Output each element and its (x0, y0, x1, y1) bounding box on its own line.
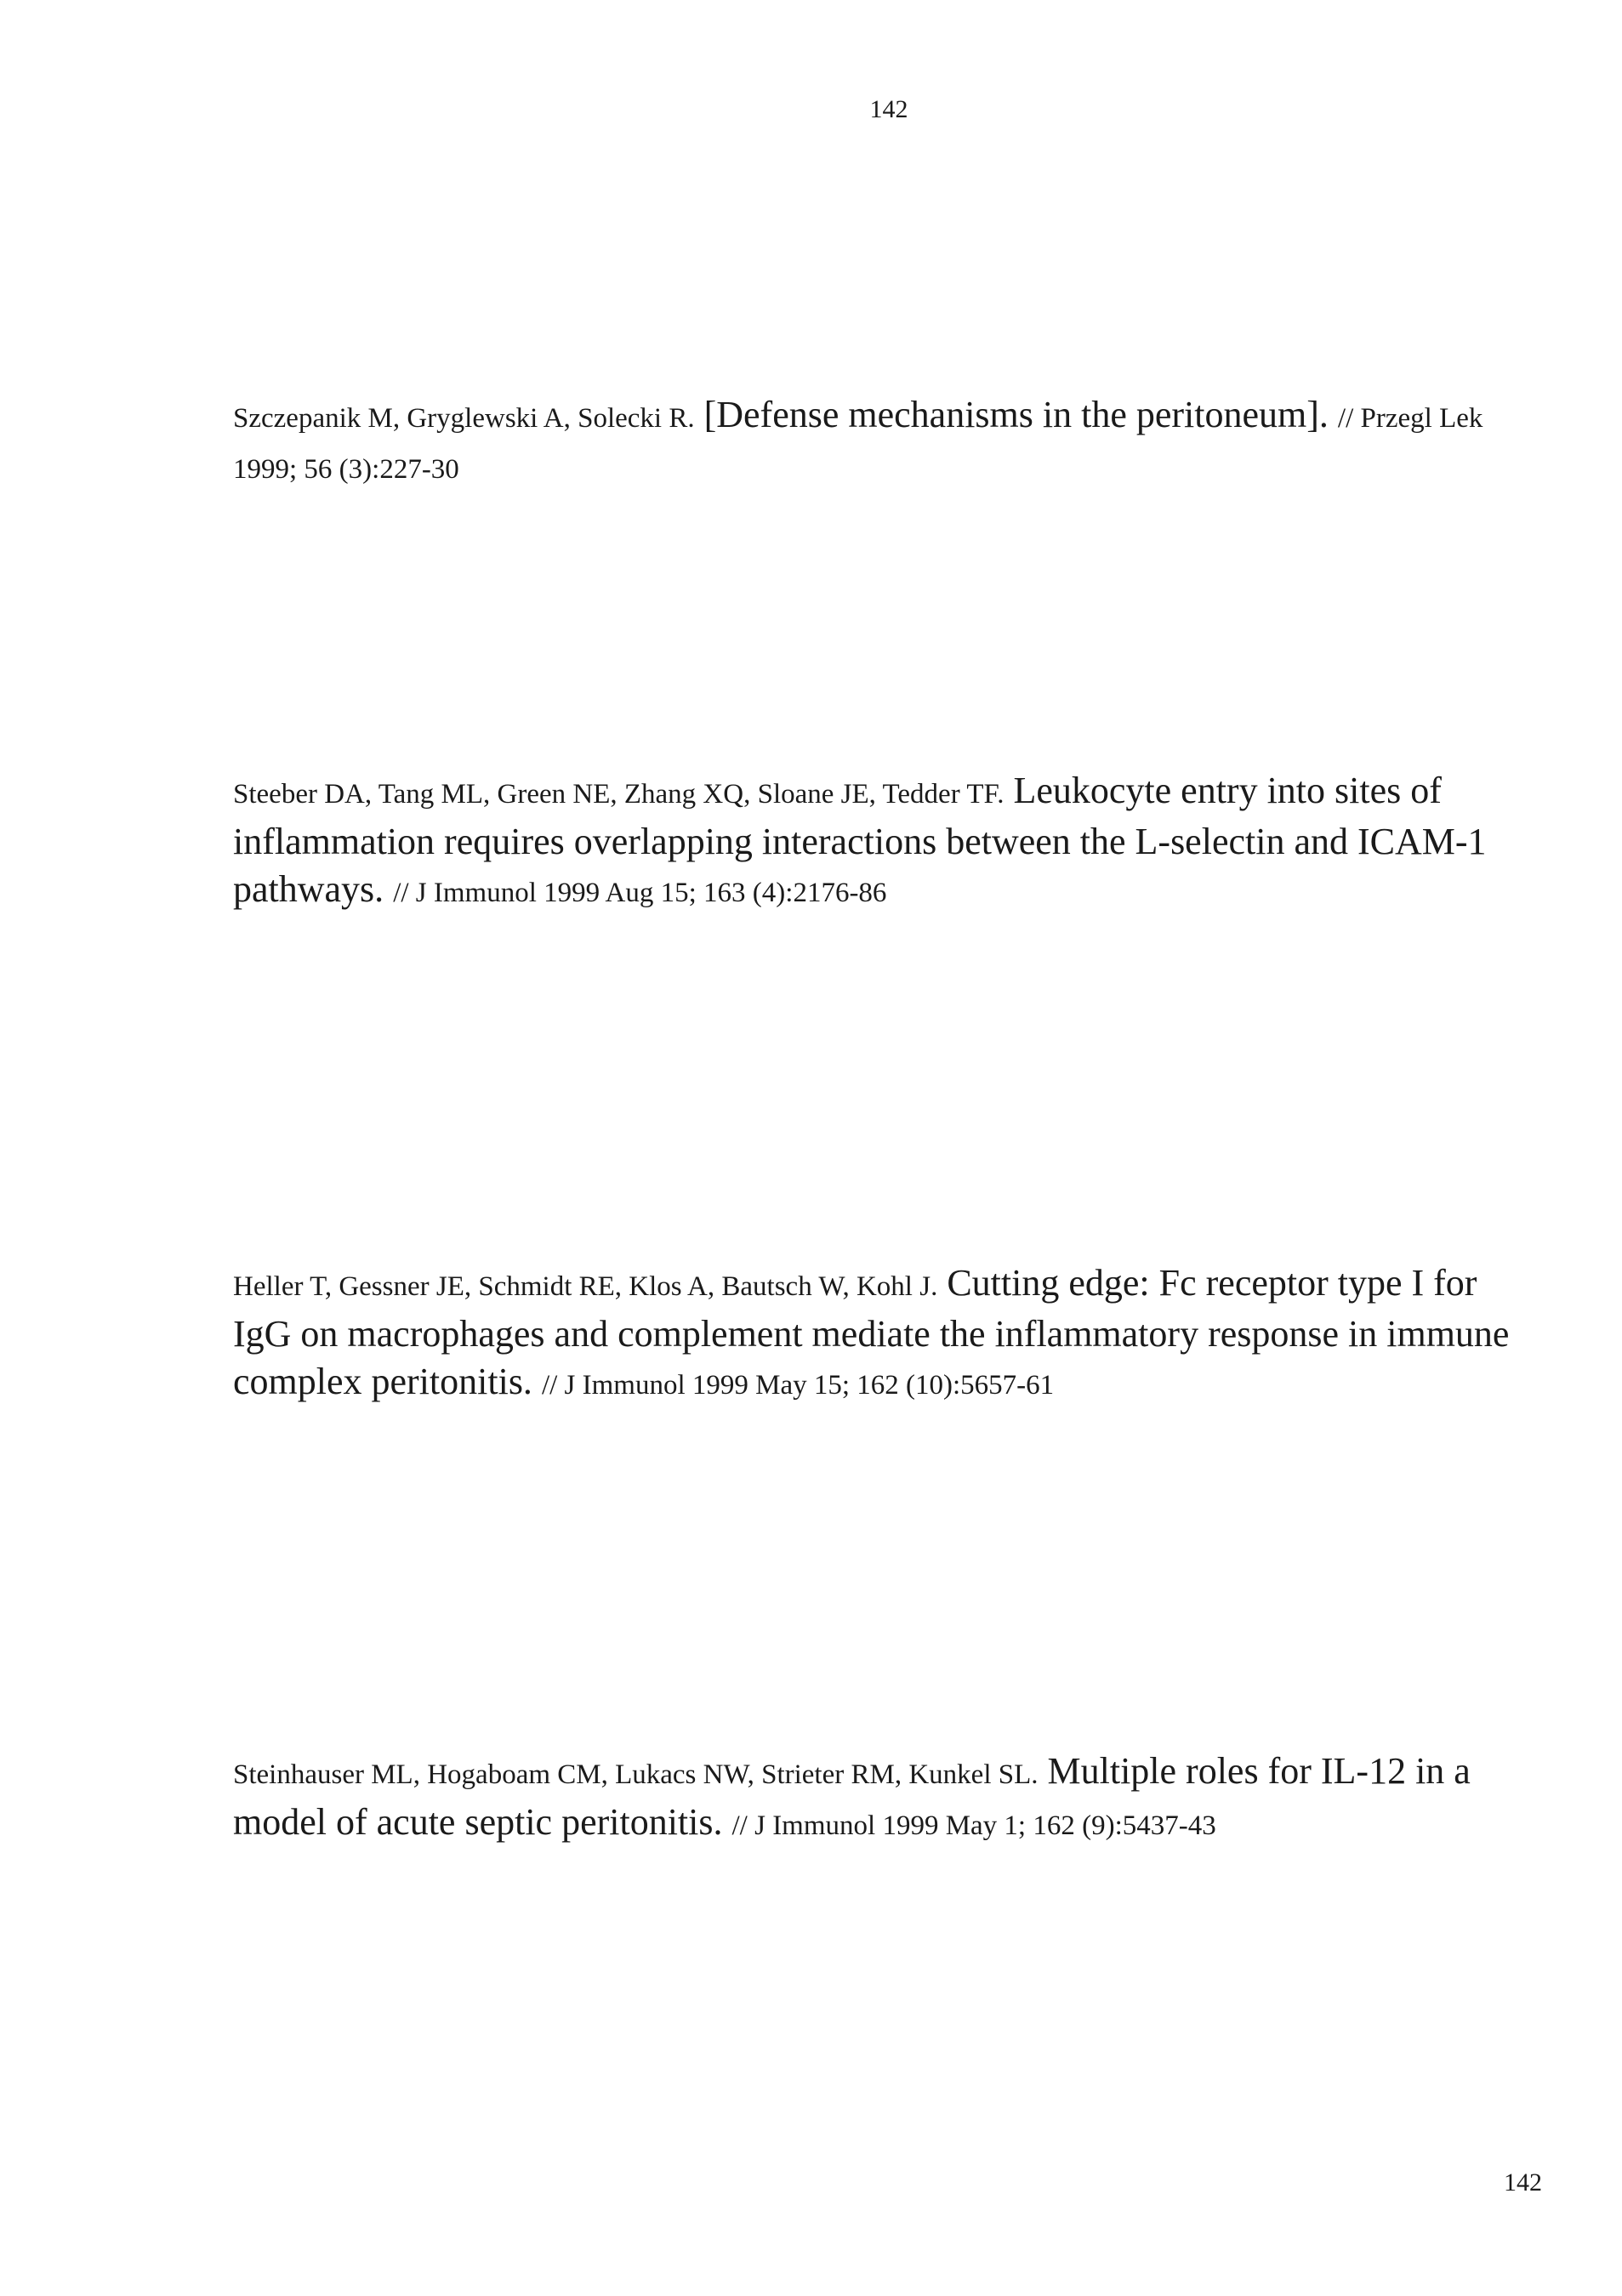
reference-citation: // J Immunol 1999 May 1; 162 (9):5437-43 (731, 1810, 1216, 1841)
reference-item (233, 1259, 1543, 1409)
reference-item (233, 391, 1543, 493)
reference-authors: Steeber DA, Tang ML, Green NE, Zhang XQ, Sloane JE, Tedder TF. (233, 779, 1005, 810)
reference-title: Cutting edge: Fc receptor type I for IgG on macrophages and complement mediate the inflammatory response in immune complex peritonitis. (233, 1262, 1510, 1402)
reference-item (233, 767, 1543, 917)
reference-title: [Defense mechanisms in the peritoneum]. (703, 394, 1329, 435)
reference-citation: // J Immunol 1999 May 15; 162 (10):5657-61 (541, 1370, 1055, 1401)
reference-citation: // J Immunol 1999 Aug 15; 163 (4):2176-86 (393, 878, 887, 908)
reference-title: Multiple roles for IL-12 in a model of acute septic peritonitis. (233, 1750, 1471, 1843)
reference-item (233, 1748, 1543, 1850)
reference-title: Leukocyte entry into sites of inflammation requires overlapping interactions between the L-selectin and ICAM-1 pathways. (233, 770, 1487, 910)
reference-authors: Heller T, Gessner JE, Schmidt RE, Klos A, Bautsch W, Kohl J. (233, 1271, 938, 1302)
page-number-bottom: 142 (1504, 2168, 1542, 2197)
reference-citation: // Przegl Lek 1999; 56 (3):227-30 (233, 403, 1483, 485)
reference-authors: Szczepanik M, Gryglewski A, Solecki R. (233, 403, 695, 434)
page-number-top: 142 (869, 95, 908, 123)
reference-authors: Steinhauser ML, Hogaboam CM, Lukacs NW, Strieter RM, Kunkel SL. (233, 1759, 1039, 1790)
